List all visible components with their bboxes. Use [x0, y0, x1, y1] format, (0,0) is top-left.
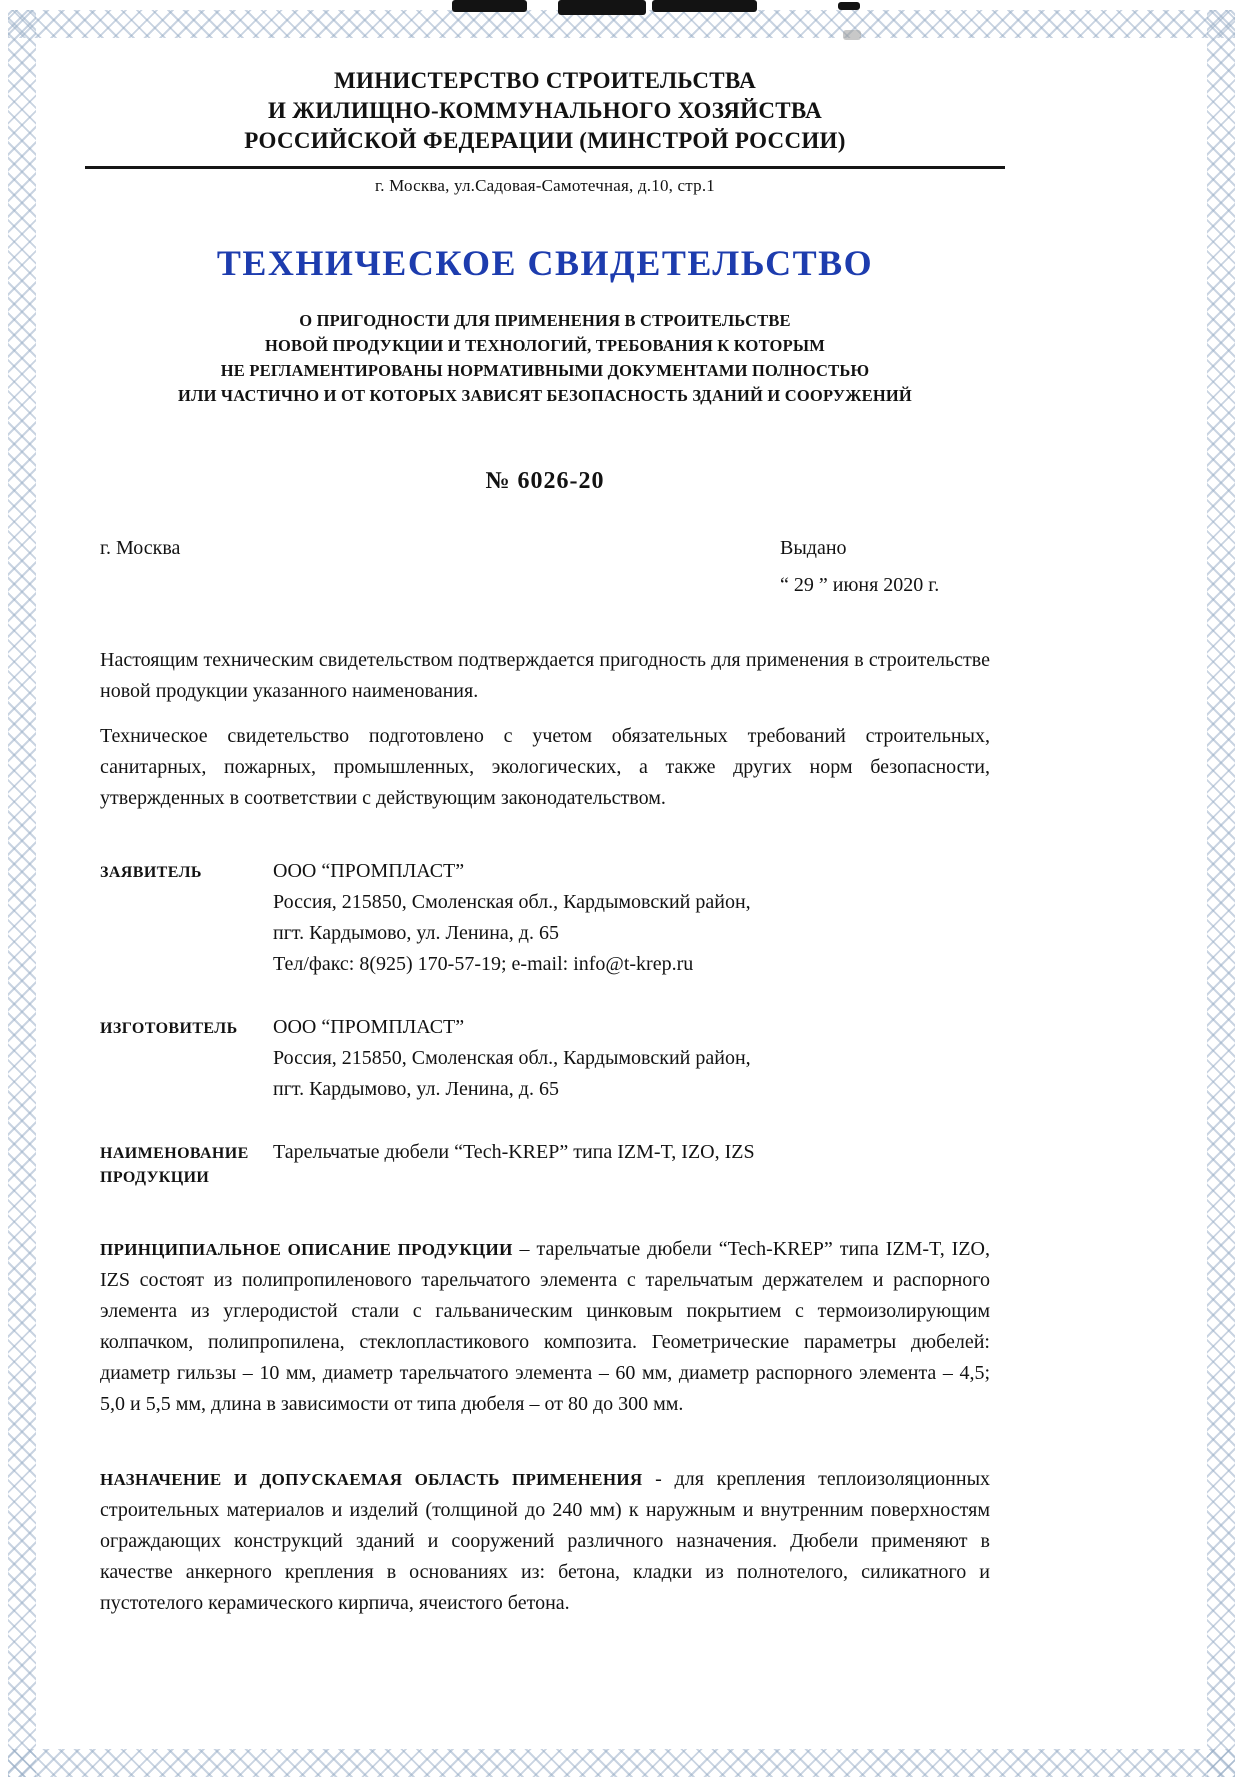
subtitle-line-3: НЕ РЕГЛАМЕНТИРОВАНЫ НОРМАТИВНЫМИ ДОКУМЕНТАМИ ПОЛНОСТЬЮ [220, 361, 870, 380]
issued-label: Выдано [780, 537, 847, 559]
ministry-line-2: И ЖИЛИЩНО-КОММУНАЛЬНОГО ХОЗЯЙСТВА [267, 98, 823, 123]
section-label-purpose: НАЗНАЧЕНИЕ И ДОПУСКАЕМАЯ ОБЛАСТЬ ПРИМЕНЕНИЯ [100, 1470, 643, 1489]
field-value-line: Тел/факс: 8(925) 170-57-19; e-mail: info@t-krep.ru [273, 953, 694, 975]
subtitle-line-4: ИЛИ ЧАСТИЧНО И ОТ КОТОРЫХ ЗАВИСЯТ БЕЗОПАСНОСТЬ ЗДАНИЙ И СООРУЖЕНИЙ [178, 386, 912, 405]
subtitle-line-2: НОВОЙ ПРОДУКЦИИ И ТЕХНОЛОГИЙ, ТРЕБОВАНИЯ К КОТОРЫМ [264, 336, 826, 355]
field-label-manufacturer: ИЗГОТОВИТЕЛЬ [100, 1020, 238, 1037]
decorative-border-bottom [8, 1749, 1235, 1777]
field-label-applicant: ЗАЯВИТЕЛЬ [100, 864, 202, 881]
issue-block [780, 537, 990, 597]
section-purpose [100, 1464, 990, 1619]
intro-paragraph-2: Техническое свидетельство подготовлено с учетом обязательных требований строительных, санитарных, пожарных, промышленных, экологических, а также других норм безопасности, утвержденных в соответствии с действующим законодательством. [100, 725, 990, 809]
issue-row [100, 537, 990, 597]
field-value-manufacturer [273, 1012, 751, 1105]
section-label-description: ПРИНЦИПИАЛЬНОЕ ОПИСАНИЕ ПРОДУКЦИИ [100, 1240, 513, 1259]
issued-date: “ 29 ” июня 2020 г. [780, 574, 940, 596]
section-text-purpose: - для крепления теплоизоляционных строительных материалов и изделий (толщиной до 240 мм) к наружным и внутренним поверхностям ограждающих конструкций зданий и сооружений различного назначения. Дюбели применяют в качестве анкерного крепления в основаниях из: бетона, кладки из полнотелого, силикатного и пустотелого керамического кирпича, ячеистого бетона. [100, 1468, 991, 1614]
decorative-border-left [8, 10, 36, 1777]
subtitle-line-1: О ПРИГОДНОСТИ ДЛЯ ПРИМЕНЕНИЯ В СТРОИТЕЛЬСТВЕ [299, 311, 791, 330]
field-label-product-name: НАИМЕНОВАНИЕ ПРОДУКЦИИ [100, 1145, 249, 1186]
intro-paragraph-1: Настоящим техническим свидетельством подтверждается пригодность для применения в строительстве новой продукции указанного наименования. [100, 649, 990, 702]
field-value-applicant [273, 856, 751, 980]
ministry-line-3: РОССИЙСКОЙ ФЕДЕРАЦИИ (МИНСТРОЙ РОССИИ) [244, 128, 846, 153]
section-description [100, 1234, 990, 1420]
field-value-line: Россия, 215850, Смоленская обл., Кардымовский район, [273, 891, 751, 913]
decorative-border-right [1207, 10, 1235, 1777]
field-value-line: Россия, 215850, Смоленская обл., Кардымовский район, [273, 1047, 751, 1069]
fields-block [100, 856, 990, 1190]
ministry-header [100, 66, 990, 156]
field-value-line: Тарельчатые дюбели “Tech-KREP” типа IZM-T, IZO, IZS [273, 1141, 755, 1163]
section-text-description: – тарельчатые дюбели “Tech-KREP” типа IZM-T, IZO, IZS состоят из полипропиленового тарельчатого элемента с тарельчатым держателем и распорного элемента из углеродистой стали с гальваническим цинковым покрытием с термоизолирующим колпачком, полипропилена, стеклопластикового композита. Геометрические параметры дюбелей: диаметр гильзы – 10 мм, диаметр тарельчатого элемента – 60 мм, диаметр распорного элемента – 4,5; 5,0 и 5,5 мм, длина в зависимости от типа дюбеля – от 80 до 300 мм. [100, 1238, 990, 1415]
ministry-line-1: МИНИСТЕРСТВО СТРОИТЕЛЬСТВА [334, 68, 756, 93]
field-value-line: пгт. Кардымово, ул. Ленина, д. 65 [273, 1078, 559, 1100]
certificate-number: № 6026-20 [485, 468, 605, 494]
field-value-line: пгт. Кардымово, ул. Ленина, д. 65 [273, 922, 559, 944]
field-product-name [100, 1137, 990, 1190]
field-applicant [100, 856, 990, 980]
field-manufacturer [100, 1012, 990, 1105]
document-content [100, 0, 990, 1639]
field-value-line: ООО “ПРОМПЛАСТ” [273, 860, 465, 882]
field-value-line: ООО “ПРОМПЛАСТ” [273, 1016, 465, 1038]
header-rule [85, 166, 1005, 169]
issue-city: г. Москва [100, 537, 181, 559]
certificate-title: ТЕХНИЧЕСКОЕ СВИДЕТЕЛЬСТВО [216, 243, 874, 283]
ministry-address: г. Москва, ул.Садовая-Самотечная, д.10, стр.1 [375, 176, 715, 195]
certificate-subtitle [100, 308, 990, 408]
field-value-product-name [273, 1137, 755, 1190]
